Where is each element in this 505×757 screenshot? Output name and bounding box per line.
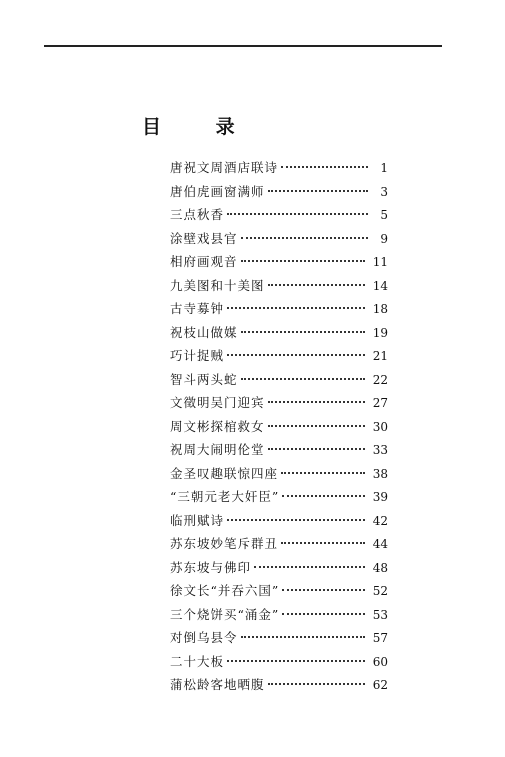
dot-leader	[227, 213, 368, 215]
toc-entry-title: 古寺募钟	[170, 301, 225, 316]
toc-entry[interactable]	[170, 344, 388, 368]
toc-entry[interactable]	[170, 203, 388, 227]
dot-leader	[268, 284, 365, 286]
toc-entry-page-number: 3	[380, 184, 388, 199]
toc-entry-page-number: 9	[380, 231, 388, 246]
toc-entry-title: 三个烧饼买“涌金”	[170, 606, 280, 622]
dot-leader	[227, 519, 365, 521]
dot-leader	[281, 166, 368, 168]
toc-entry-title: 九美图和十美图	[170, 277, 265, 293]
dot-leader	[241, 260, 365, 262]
dot-leader	[241, 378, 365, 380]
toc-entry-title: 临刑赋诗	[170, 512, 225, 528]
toc-entry-title: 智斗两头蛇	[170, 371, 238, 387]
toc-entry-title: 三点秋香	[170, 207, 225, 222]
toc-entry-title: 文徵明吴门迎宾	[170, 395, 265, 410]
toc-entry-page-number: 62	[372, 678, 388, 692]
toc-entry-page-number: 42	[372, 513, 388, 528]
dot-leader	[282, 613, 364, 615]
toc-entry[interactable]	[170, 603, 388, 627]
toc-entry-page-number: 27	[372, 396, 388, 410]
toc-entry[interactable]	[170, 391, 388, 415]
toc-entry-page-number: 60	[372, 654, 388, 669]
toc-entry-page-number: 33	[372, 443, 388, 457]
toc-entry[interactable]	[170, 438, 388, 462]
toc-entry-title: 周文彬探棺救女	[170, 418, 265, 434]
toc-entry-title: 相府画观音	[170, 254, 238, 269]
toc-entry-title: 金圣叹趣联惊四座	[170, 465, 279, 481]
toc-entry-page-number: 39	[372, 490, 388, 504]
toc-entry[interactable]	[170, 556, 388, 580]
toc-entry-title: 巧计捉贼	[170, 348, 225, 363]
dot-leader	[281, 542, 365, 544]
toc-entry-title: “三朝元老大奸臣”	[170, 489, 280, 504]
dot-leader	[282, 495, 364, 497]
toc-entry[interactable]	[170, 274, 388, 298]
toc-entry[interactable]	[170, 509, 388, 533]
toc-entry-title: 唐祝文周酒店联诗	[170, 160, 279, 175]
dot-leader	[268, 190, 368, 192]
toc-entry-title: 对倒乌县令	[170, 630, 238, 645]
toc-entry-title: 二十大板	[170, 653, 225, 669]
toc-entry-title: 苏东坡妙笔斥群丑	[170, 536, 279, 551]
toc-entry-page-number: 5	[380, 208, 388, 222]
toc-entry[interactable]	[170, 532, 388, 556]
toc-entry-title: 祝周大闹明伦堂	[170, 442, 265, 457]
toc-entry-page-number: 19	[372, 325, 388, 340]
toc-entry[interactable]	[170, 227, 388, 251]
toc-entry-page-number: 57	[372, 631, 388, 645]
toc-entry-page-number: 44	[372, 537, 388, 551]
dot-leader	[254, 566, 365, 568]
toc-entry-title: 唐伯虎画窗满师	[170, 183, 265, 199]
toc-entry[interactable]	[170, 180, 388, 204]
dot-leader	[281, 472, 365, 474]
toc-entry-page-number: 48	[372, 560, 388, 575]
dot-leader	[227, 307, 365, 309]
toc-entry-page-number: 53	[372, 607, 388, 622]
dot-leader	[241, 636, 365, 638]
toc-entry[interactable]	[170, 626, 388, 650]
toc-entry-page-number: 30	[372, 419, 388, 434]
dot-leader	[268, 425, 365, 427]
toc-entry-title: 涂壁戏县官	[170, 230, 238, 246]
toc-entry-title: 徐文长“并吞六国”	[170, 583, 280, 598]
toc-entry[interactable]	[170, 156, 388, 180]
dot-leader	[241, 331, 365, 333]
toc-entry[interactable]	[170, 250, 388, 274]
header-rule	[44, 45, 442, 47]
toc-entry-page-number: 21	[372, 349, 388, 363]
toc-entry[interactable]	[170, 462, 388, 486]
dot-leader	[268, 401, 365, 403]
toc-entry[interactable]	[170, 297, 388, 321]
toc-entry-page-number: 22	[372, 372, 388, 387]
toc-entry-page-number: 52	[372, 584, 388, 598]
toc-entry[interactable]	[170, 321, 388, 345]
toc-entry[interactable]	[170, 368, 388, 392]
toc-entry-page-number: 38	[372, 466, 388, 481]
toc-entry[interactable]	[170, 673, 388, 697]
dot-leader	[227, 660, 365, 662]
toc-heading: 目 录	[142, 116, 259, 138]
dot-leader	[282, 589, 364, 591]
toc-entry-page-number: 18	[372, 302, 388, 316]
toc-entry-title: 蒲松龄客地晒腹	[170, 677, 265, 692]
dot-leader	[268, 683, 365, 685]
toc-entry-title: 苏东坡与佛印	[170, 559, 252, 575]
toc-list	[170, 156, 388, 697]
toc-entry-page-number: 14	[372, 278, 388, 293]
dot-leader	[241, 237, 368, 239]
toc-entry-page-number: 11	[372, 255, 388, 269]
dot-leader	[227, 354, 365, 356]
toc-entry-page-number: 1	[380, 161, 388, 175]
toc-entry[interactable]	[170, 485, 388, 509]
toc-entry-title: 祝枝山做媒	[170, 324, 238, 340]
toc-entry[interactable]	[170, 650, 388, 674]
dot-leader	[268, 448, 365, 450]
toc-entry[interactable]	[170, 415, 388, 439]
toc-entry[interactable]	[170, 579, 388, 603]
